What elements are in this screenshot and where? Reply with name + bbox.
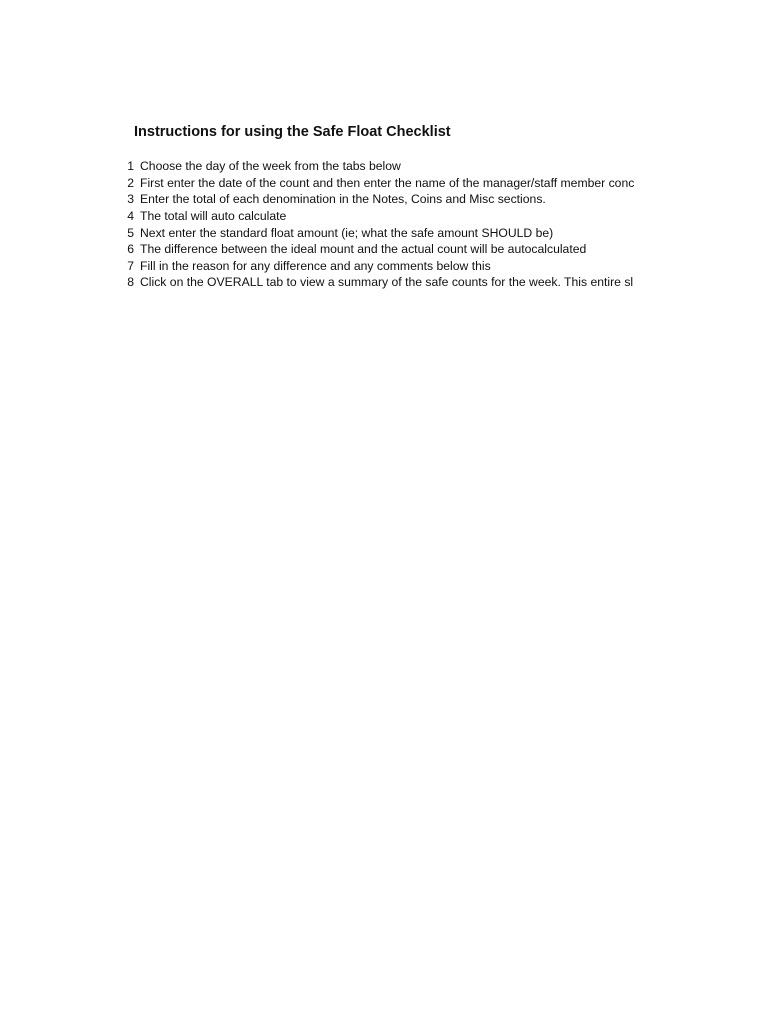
instruction-step <box>114 241 642 258</box>
instruction-step <box>114 258 642 275</box>
instruction-step <box>114 208 642 225</box>
step-number: 8 <box>127 275 134 290</box>
step-text: Fill in the reason for any difference and any comments below this <box>140 258 491 273</box>
instruction-step <box>114 175 642 192</box>
step-text: Enter the total of each denomination in the Notes, Coins and Misc sections. <box>140 192 546 207</box>
step-text: Next enter the standard float amount (ie; what the safe amount SHOULD be) <box>140 225 554 240</box>
step-number: 1 <box>127 159 134 174</box>
step-text: Click on the OVERALL tab to view a summary of the safe counts for the week. This entire sl <box>140 275 634 290</box>
step-number: 4 <box>127 209 134 224</box>
instruction-step <box>114 274 642 291</box>
step-number: 7 <box>127 258 134 273</box>
page-title: Instructions for using the Safe Float Checklist <box>134 124 451 140</box>
step-number: 6 <box>127 242 134 257</box>
step-text: Choose the day of the week from the tabs below <box>140 159 401 174</box>
instruction-list <box>114 158 642 291</box>
step-text: The total will auto calculate <box>140 209 287 224</box>
step-text: First enter the date of the count and then enter the name of the manager/staff member conc <box>140 175 635 190</box>
instruction-step <box>114 158 642 175</box>
step-text: The difference between the ideal mount and the actual count will be autocalculated <box>140 242 587 257</box>
step-number: 3 <box>127 192 134 207</box>
step-number: 2 <box>127 175 134 190</box>
step-number: 5 <box>127 225 134 240</box>
instruction-step <box>114 191 642 208</box>
instruction-step <box>114 224 642 241</box>
